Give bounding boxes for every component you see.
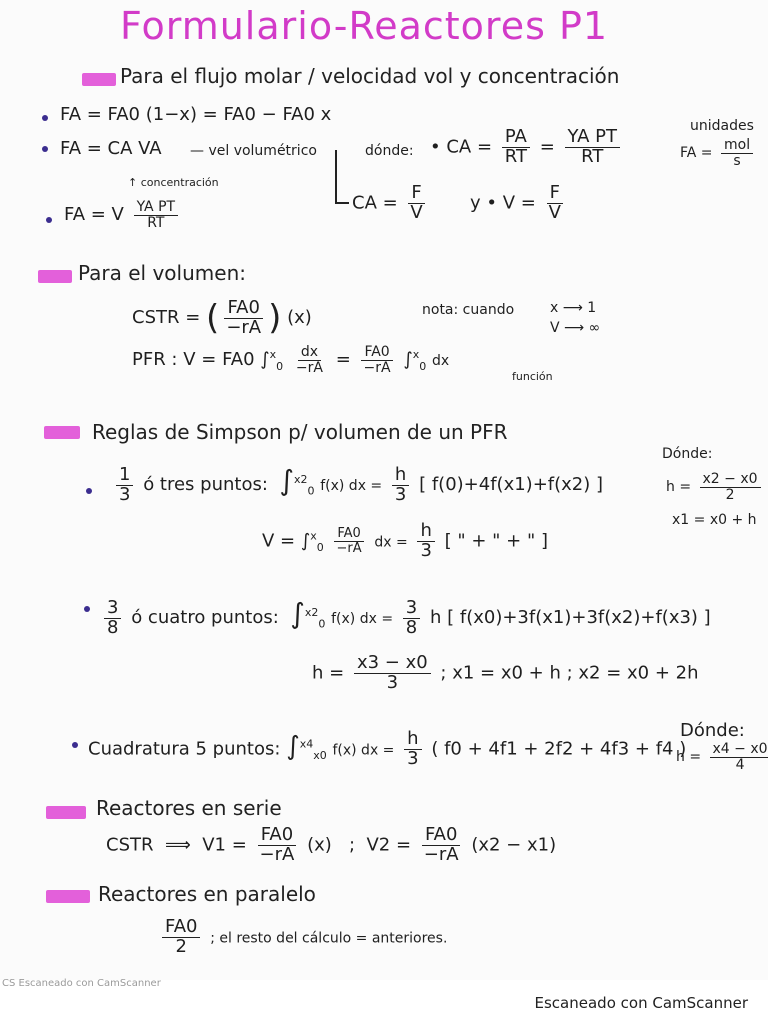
frac-den: 2 <box>175 935 187 957</box>
eq-molar-flow: FA = FA0 (1−x) = FA0 − FA0 x <box>60 104 332 125</box>
frac-den: s <box>733 152 741 169</box>
frac-f-v <box>407 184 425 223</box>
label-nota: nota: cuando <box>422 302 515 318</box>
limit-bottom: 0 <box>318 617 326 631</box>
integral-sign: ∫ <box>403 349 413 371</box>
frac-num: x3 − x0 <box>354 654 431 674</box>
frac-den: −rA <box>423 843 459 865</box>
eq-cuadratura-5 <box>88 730 686 769</box>
eq-concentration <box>430 128 624 167</box>
limit-bottom: 0 <box>419 359 427 373</box>
frac-3-8 <box>104 596 121 638</box>
simpson-13-label: ó tres puntos: <box>143 474 268 495</box>
limit-top: x2 <box>304 606 319 619</box>
eq-v1-x: (x) <box>307 834 332 856</box>
bullet-dot <box>42 146 48 152</box>
eq-ca2-left: CA = <box>352 192 398 214</box>
frac-den: 3 <box>119 483 131 505</box>
frac-den: 3 <box>386 671 399 693</box>
frac-num: h <box>417 522 434 542</box>
eq-v1-left: V1 = <box>202 834 247 856</box>
frac-num: x4 − x0 <box>710 742 768 758</box>
frac-den: V <box>548 201 561 223</box>
frac-num: YA PT <box>134 200 179 216</box>
frac-den: 8 <box>405 616 418 638</box>
frac-den: −rA <box>259 843 295 865</box>
frac-num: 3 <box>403 599 420 619</box>
label-vel-volumetrico: — vel volumétrico <box>190 143 317 159</box>
bullet-dot <box>84 606 90 612</box>
eq-donde-h <box>666 472 765 502</box>
frac-num: h <box>404 730 421 750</box>
bracket-line <box>335 150 337 202</box>
frac-den: RT <box>504 145 527 167</box>
eq-units <box>680 138 757 168</box>
frac-num: F <box>547 184 563 204</box>
frac-num: F <box>408 184 424 204</box>
eq-v-left: y • V = <box>470 192 536 214</box>
nota-line-2: V ⟶ ∞ <box>550 320 601 336</box>
eq-units-left: FA = <box>680 145 713 162</box>
series-cstr: CSTR <box>106 834 154 856</box>
frac-num: YA PT <box>565 128 620 148</box>
limit-top: x <box>310 529 317 543</box>
frac-num: FA0 <box>422 826 460 846</box>
eq-ca-fv <box>352 184 430 223</box>
highlight-marker <box>46 890 90 903</box>
eq-v-left: V = ∫ <box>262 530 311 552</box>
highlight-marker <box>46 806 86 819</box>
eq-donde-x1: x1 = x0 + h <box>672 512 757 528</box>
eq-flow-vol <box>64 200 182 230</box>
frac-num: PA <box>502 128 530 148</box>
frac-den: RT <box>581 145 604 167</box>
bullet-dot <box>42 115 48 121</box>
frac-num: h <box>392 466 409 486</box>
eq-v2-left: V2 = <box>366 834 412 856</box>
frac-num: FA0 <box>224 299 262 319</box>
frac-h-3 <box>392 463 409 505</box>
simpson-38-rhs: h [ f(x0)+3f(x1)+3f(x2)+f(x3) ] <box>429 607 711 628</box>
eq-cuadratura-h <box>676 742 768 772</box>
frac-yapt-rt <box>565 128 620 167</box>
frac-fa0-ra-2 <box>361 345 394 375</box>
simpson-38-rest: ; x1 = x0 + h ; x2 = x0 + 2h <box>440 662 699 684</box>
frac-1-3 <box>116 463 133 505</box>
frac-den: −rA <box>295 359 323 376</box>
integral-sign: ∫ <box>286 731 300 762</box>
eq-cstr-left: CSTR = <box>132 307 201 328</box>
frac-num: 3 <box>104 599 121 619</box>
eq-vol-flow <box>470 184 568 223</box>
eq-h-left: h = <box>666 479 692 496</box>
frac-num: dx <box>298 345 321 361</box>
limit-top: x4 <box>299 737 314 751</box>
eq-fx-dx: f(x) dx = <box>320 478 383 494</box>
frac-num: FA0 <box>334 527 363 542</box>
frac-v1 <box>257 826 298 865</box>
section-1-header: Para el flujo molar / velocidad vol y concentración <box>120 64 620 88</box>
bullet-dot <box>46 217 52 223</box>
frac-fa0-2 <box>162 918 200 957</box>
eq-fx-dx: f(x) dx = <box>331 611 394 627</box>
bullet-dot <box>86 488 92 494</box>
eq-pfr-left: PFR : <box>132 349 178 371</box>
paren-close: ) <box>268 298 282 338</box>
eq-parallel <box>158 918 447 957</box>
eq-cstr-volume <box>132 298 312 338</box>
frac-den: 4 <box>735 756 745 773</box>
frac-yapt-rt-2 <box>134 200 179 230</box>
cuadratura-rhs: ( f0 + 4f1 + 2f2 + 4f3 + f4 ) <box>431 738 687 760</box>
separator: ; <box>348 834 356 856</box>
frac-den: 8 <box>107 616 119 638</box>
frac-fa0-ra <box>223 296 264 338</box>
frac-dx-ra <box>293 345 326 375</box>
integral-sign: ∫ <box>279 464 294 497</box>
eq-h-left: h = <box>676 749 702 766</box>
paren-open: ( <box>206 298 220 338</box>
highlight-marker <box>44 426 80 439</box>
limit-bottom: x0 <box>313 748 327 762</box>
eq-dx: dx <box>432 353 450 370</box>
label-donde: dónde: <box>365 143 414 159</box>
eq-series <box>106 826 556 865</box>
limit-bottom: 0 <box>307 484 315 498</box>
frac-den: −rA <box>363 359 391 376</box>
eq-simpson-38 <box>100 597 711 637</box>
section-2-header: Para el volumen: <box>78 261 246 285</box>
frac-pa-rt <box>502 128 530 167</box>
label-concentracion: ↑ concentración <box>128 176 219 189</box>
frac-fa0-ra-3 <box>333 527 364 555</box>
integral-sign: ∫ <box>290 597 305 630</box>
frac-v2 <box>421 826 462 865</box>
eq-simpson-38-h <box>312 654 699 693</box>
frac-num: FA0 <box>258 826 296 846</box>
frac-den: −rA <box>336 540 362 556</box>
eq-simpson-13 <box>112 464 603 504</box>
limit-bottom: 0 <box>316 540 324 554</box>
frac-den: −rA <box>226 316 262 338</box>
frac-den: 3 <box>420 539 432 561</box>
frac-h-3-3 <box>404 730 421 769</box>
simpson-38-label: ó cuatro puntos: <box>131 607 279 628</box>
arrow-icon: ⟹ <box>164 834 191 856</box>
label-donde-2: Dónde: <box>662 446 713 462</box>
eq-ca-left: • CA = <box>430 136 493 158</box>
simpson-13-rhs: [ f(0)+4f(x1)+f(x2) ] <box>419 474 604 495</box>
frac-h-5-def <box>710 742 768 772</box>
frac-den: 3 <box>394 483 407 505</box>
eq-v2-x: (x2 − x1) <box>471 834 557 856</box>
frac-num: FA0 <box>162 918 200 938</box>
simpson-13-volume-rhs: [ " + " + " ] <box>444 530 549 552</box>
frac-num: FA0 <box>361 345 392 361</box>
parallel-text: ; el resto del cálculo = anteriores. <box>210 930 448 947</box>
section-3-header: Reglas de Simpson p/ volumen de un PFR <box>92 420 508 444</box>
frac-mol-s <box>721 138 753 168</box>
frac-h-3-2 <box>417 522 434 561</box>
label-conc-text: concentración <box>140 176 219 189</box>
label-funcion: función <box>512 370 553 383</box>
section-4-header: Reactores en serie <box>96 796 282 820</box>
eq-h-left: h = <box>312 662 345 684</box>
scanner-footer: Escaneado con CamScanner <box>534 994 748 1012</box>
eq-flow-conc: FA = CA VA <box>60 138 162 159</box>
eq-sign: = <box>335 349 351 371</box>
eq-sign: = <box>539 136 555 158</box>
frac-den: 3 <box>407 747 419 769</box>
frac-num: x2 − x0 <box>700 472 761 488</box>
highlight-marker <box>82 73 116 86</box>
eq-pfr-v: V = FA0 ∫ <box>183 349 270 371</box>
eq-simpson-13-volume <box>262 522 548 561</box>
frac-den: V <box>410 201 423 223</box>
frac-f-v-2 <box>546 184 564 223</box>
highlight-marker <box>38 270 72 283</box>
frac-den: 2 <box>725 486 735 503</box>
bracket-line <box>335 202 349 204</box>
frac-h-38-def <box>354 654 431 693</box>
label-unidades: unidades <box>690 118 754 134</box>
frac-num: 1 <box>116 466 133 486</box>
limit-bottom: 0 <box>276 359 284 373</box>
frac-den: RT <box>147 214 165 231</box>
limit-top: x <box>269 348 277 362</box>
frac-3-8-2 <box>403 596 420 638</box>
eq-cstr-x: (x) <box>287 307 312 328</box>
cuadratura-label: Cuadratura 5 puntos: <box>88 738 281 760</box>
nota-line-1: x ⟶ 1 <box>550 300 597 316</box>
eq-fx-dx: f(x) dx = <box>332 742 395 759</box>
frac-h-def <box>700 472 761 502</box>
eq3-left: FA = V <box>64 204 124 226</box>
page-title: Formulario-Reactores P1 <box>120 4 609 48</box>
scanner-watermark: CS Escaneado con CamScanner <box>2 978 161 989</box>
label-donde-3: Dónde: <box>680 720 745 741</box>
limit-top: x <box>412 348 420 362</box>
limit-top: x2 <box>293 473 308 486</box>
eq-pfr-volume <box>132 345 449 375</box>
bullet-dot <box>72 742 78 748</box>
section-5-header: Reactores en paralelo <box>98 882 316 906</box>
eq-dx: dx = <box>374 534 408 551</box>
frac-num: mol <box>721 138 753 154</box>
label-vel-text: vel volumétrico <box>208 143 317 159</box>
